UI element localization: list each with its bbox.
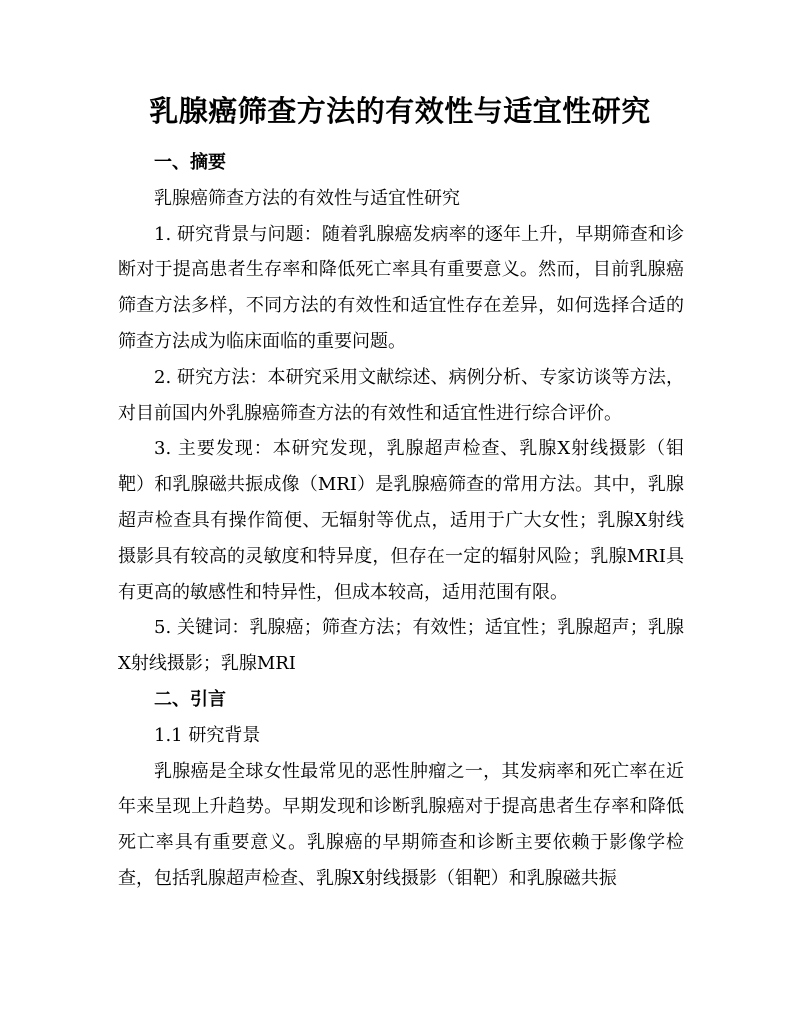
abstract-item-keywords: 5. 关键词：乳腺癌；筛查方法；有效性；适宜性；乳腺超声；乳腺X射线摄影；乳腺MRI <box>118 617 684 675</box>
abstract-title: 乳腺癌筛查方法的有效性与适宜性研究 <box>154 187 460 209</box>
intro-paragraph: 乳腺癌是全球女性最常见的恶性肿瘤之一，其发病率和死亡率在近年来呈现上升趋势。早期发现和诊断乳腺癌对于提高患者生存率和降低死亡率具有重要意义。乳腺癌的早期筛查和诊断主要依赖于影像学检查，包括乳腺超声检查、乳腺X射线摄影（钼靶）和乳腺磁共振 <box>118 760 684 889</box>
document-title: 乳腺癌筛查方法的有效性与适宜性研究 <box>149 94 651 128</box>
section-heading-abstract: 一、摘要 <box>154 152 226 173</box>
document-body <box>118 145 684 897</box>
subsection-heading-background: 1.1 研究背景 <box>154 724 261 746</box>
abstract-item-methods: 2. 研究方法：本研究采用文献综述、病例分析、专家访谈等方法，对目前国内外乳腺癌筛查方法的有效性和适宜性进行综合评价。 <box>118 366 684 424</box>
section-heading-introduction: 二、引言 <box>154 688 226 710</box>
abstract-item-findings: 3. 主要发现：本研究发现，乳腺超声检查、乳腺X射线摄影（钼靶）和乳腺磁共振成像（MRI）是乳腺癌筛查的常用方法。其中，乳腺超声检查具有操作简便、无辐射等优点，适用于广大女性；乳腺X射线摄影具有较高的灵敏度和特异度，但存在一定的辐射风险；乳腺MRI具有更高的敏感性和特异性，但成本较高，适用范围有限。 <box>118 438 684 603</box>
abstract-item-background: 1. 研究背景与问题：随着乳腺癌发病率的逐年上升，早期筛查和诊断对于提高患者生存率和降低死亡率具有重要意义。然而，目前乳腺癌筛查方法多样，不同方法的有效性和适宜性存在差异，如何选择合适的筛查方法成为临床面临的重要问题。 <box>118 223 684 352</box>
